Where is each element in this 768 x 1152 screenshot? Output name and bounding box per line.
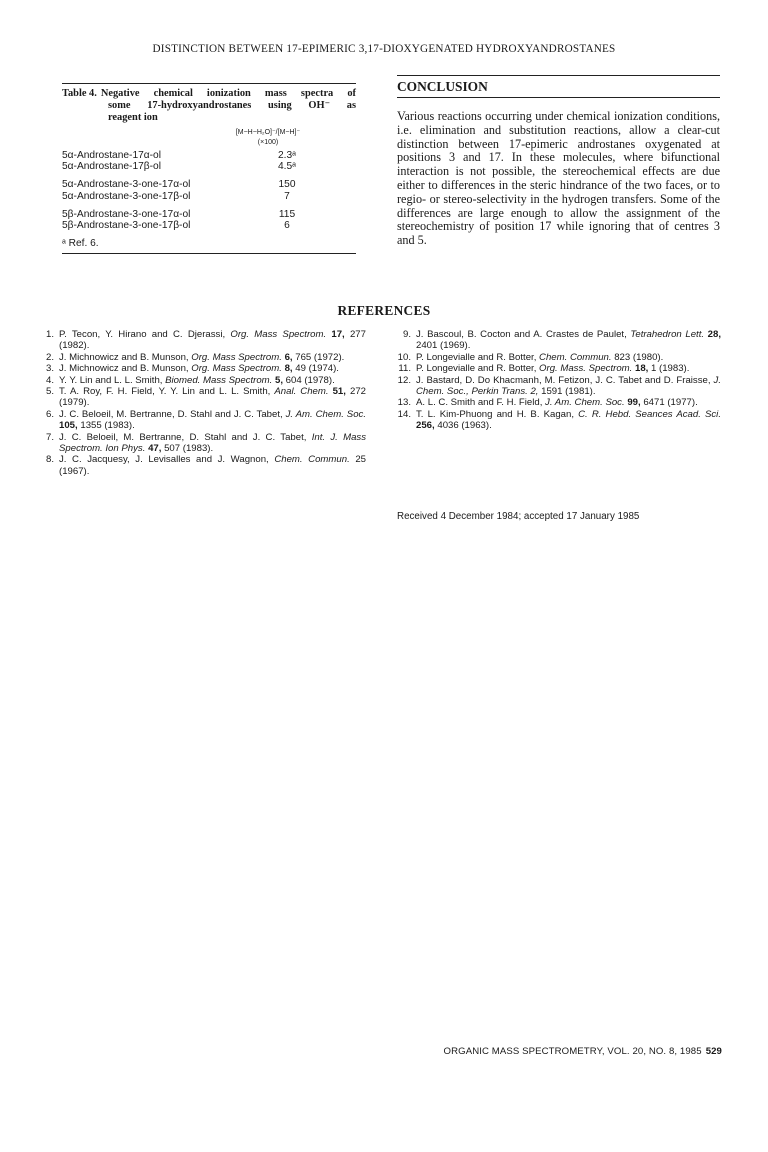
reference-journal: C. R. Hebd. Seances Acad. Sci.	[578, 408, 721, 420]
page-number: 529	[705, 1046, 722, 1057]
reference-pages-year: 272 (1979).	[59, 386, 366, 409]
reference-text	[416, 329, 721, 352]
reference-item	[40, 409, 366, 432]
reference-volume: 28,	[707, 329, 722, 340]
reference-volume: 8,	[284, 363, 293, 375]
reference-item	[397, 329, 721, 352]
table-caption-line-2: some 17-hydroxyandrostanes using OH⁻ as	[108, 100, 356, 111]
reference-volume: 99,	[627, 397, 641, 409]
table-row	[62, 150, 356, 161]
reference-pages-year: 49 (1974).	[292, 363, 339, 375]
table-row	[62, 209, 356, 220]
reference-item	[40, 363, 366, 374]
reference-item	[40, 352, 366, 363]
reference-pages-year: 277 (1982).	[59, 329, 366, 352]
table-group-1	[62, 150, 356, 172]
reference-number: 12.	[397, 374, 411, 386]
reference-authors: J. C. Beloeil, M. Bertranne, D. Stahl and J. C. Tabet,	[59, 431, 312, 443]
reference-journal: Org. Mass Spectrom.	[230, 329, 327, 340]
compound-name: 5β-Androstane-3-one-17β-ol	[62, 220, 191, 232]
reference-item	[397, 409, 721, 432]
table-caption-line-1: Negative chemical ionization mass spectra of	[100, 88, 356, 99]
compound-name: 5α-Androstane-17α-ol	[62, 150, 161, 161]
reference-authors: J. Bascoul, B. Cocton and A. Crastes de Paulet,	[416, 329, 631, 340]
reference-text	[59, 454, 366, 477]
reference-text	[59, 386, 366, 409]
page-footer	[444, 1046, 722, 1057]
reference-item	[40, 375, 366, 386]
reference-authors: Y. Y. Lin and L. L. Smith,	[59, 374, 166, 386]
reference-text	[416, 375, 721, 398]
ratio-value: 6	[284, 220, 290, 232]
reference-journal: J. Chem. Soc., Perkin Trans. 2,	[416, 374, 721, 398]
reference-volume: 256,	[416, 420, 435, 432]
references-right-column	[397, 329, 721, 432]
reference-number: 2.	[45, 351, 54, 363]
reference-number: 5.	[45, 386, 54, 398]
table-footnote: ᵃ Ref. 6.	[62, 238, 99, 250]
table-group-3	[62, 209, 356, 231]
reference-authors: P. Longevialle and R. Botter,	[416, 363, 540, 375]
reference-item	[40, 454, 366, 477]
reference-pages-year: 1591 (1981).	[538, 386, 596, 398]
table-caption-line-3: reagent ion	[108, 112, 158, 123]
conclusion-body: Various reactions occurring under chemical ionization conditions, i.e. elimination and substitution reactions, allow a clear-cut distinction between 17-epimeric androstanes oxygenated at positions 3 and 17. In these molecules, where bifunctional interaction is not possible, the stereochemical effects are due either to differences in the steric hindrance of the two faces, or to regio- or stereo-selectivity in the hydrogen transfers. Some of the differences are large enough to allow the assignment of the stereochemistry of position 17 while ignoring that of centres 3 and 5.	[397, 109, 720, 248]
reference-pages-year: 604 (1978).	[283, 374, 335, 386]
reference-journal: Biomed. Mass Spectrom.	[165, 374, 273, 386]
reference-number: 10.	[397, 351, 411, 363]
table-group-2	[62, 179, 356, 201]
column-header-unit: (×100)	[257, 139, 279, 146]
table-caption	[62, 88, 356, 124]
reference-journal: J. Am. Chem. Soc.	[545, 397, 625, 409]
reference-volume: 5,	[274, 374, 283, 386]
compound-name: 5α-Androstane-3-one-17β-ol	[62, 190, 191, 202]
table-4	[62, 83, 356, 254]
column-header-ratio: [M−H−H₂O]⁻/[M−H]⁻	[235, 129, 301, 136]
conclusion-title-rule	[397, 97, 720, 98]
reference-text	[416, 352, 721, 363]
reference-text	[416, 397, 721, 408]
table-column-header	[208, 128, 328, 148]
references-left-column	[40, 329, 366, 477]
table-label: Table 4.	[62, 88, 97, 99]
reference-pages-year: 1 (1983).	[648, 363, 690, 375]
ratio-value: 7	[284, 190, 290, 202]
reference-item	[397, 375, 721, 398]
reference-item	[397, 363, 721, 374]
reference-item	[40, 329, 366, 352]
reference-number: 11.	[398, 363, 411, 375]
reference-authors: P. Longevialle and R. Botter,	[416, 351, 540, 363]
reference-item	[40, 432, 366, 455]
table-bottom-rule	[62, 253, 356, 254]
reference-authors: J. Bastard, D. Do Khacmanh, M. Fetizon, J. C. Tabet and D. Fraisse,	[416, 374, 714, 386]
reference-text	[59, 375, 366, 386]
reference-volume: 47,	[148, 443, 162, 455]
table-row	[62, 220, 356, 231]
reference-number: 7.	[45, 431, 54, 443]
reference-pages-year: 507 (1983).	[161, 443, 214, 455]
reference-text	[416, 409, 721, 432]
reference-text	[59, 363, 366, 374]
journal-citation: ORGANIC MASS SPECTROMETRY, VOL. 20, NO. 8, 1985	[443, 1046, 702, 1057]
ratio-value: 115	[278, 208, 296, 220]
table-row	[62, 179, 356, 190]
reference-journal: Org. Mass. Spectrom.	[539, 363, 633, 375]
reference-authors: A. L. C. Smith and F. H. Field,	[416, 397, 546, 409]
reference-volume: 105,	[59, 420, 78, 432]
table-top-rule	[62, 83, 356, 84]
reference-pages-year: 25 (1967).	[59, 454, 367, 477]
reference-authors: P. Tecon, Y. Hirano and C. Djerassi,	[59, 329, 231, 340]
reference-pages-year: 4036 (1963).	[434, 420, 492, 432]
reference-text	[59, 352, 366, 363]
reference-number: 1.	[45, 329, 54, 340]
reference-number: 14.	[397, 408, 411, 420]
ratio-value: 2.3ᵃ	[278, 150, 296, 161]
reference-volume: 18,	[635, 363, 649, 375]
table-row	[62, 191, 356, 202]
conclusion-title: CONCLUSION	[397, 79, 488, 94]
running-head: DISTINCTION BETWEEN 17-EPIMERIC 3,17-DIOXYGENATED HYDROXYANDROSTANES	[152, 43, 616, 55]
ratio-value: 4.5ᵃ	[278, 161, 296, 173]
reference-journal: Anal. Chem.	[274, 386, 329, 398]
reference-number: 13.	[397, 397, 411, 409]
reference-journal: Org. Mass Spectrom.	[191, 351, 282, 363]
reference-text	[416, 363, 721, 374]
reference-number: 6.	[45, 408, 54, 420]
reference-volume: 6,	[284, 351, 293, 363]
reference-authors: T. L. Kim-Phuong and H. B. Kagan,	[416, 408, 579, 420]
reference-number: 9.	[402, 329, 411, 340]
received-dates: Received 4 December 1984; accepted 17 January 1985	[397, 511, 640, 522]
compound-name: 5α-Androstane-17β-ol	[62, 161, 161, 173]
reference-item	[40, 386, 366, 409]
reference-volume: 17,	[331, 329, 345, 340]
reference-journal: Chem. Commun.	[274, 454, 350, 466]
reference-number: 3.	[45, 363, 54, 375]
reference-pages-year: 2401 (1969).	[416, 340, 471, 352]
reference-journal: Tetrahedron Lett.	[630, 329, 705, 340]
compound-name: 5α-Androstane-3-one-17α-ol	[62, 179, 191, 191]
reference-authors: J. C. Beloeil, M. Bertranne, D. Stahl and J. C. Tabet,	[59, 408, 286, 420]
reference-journal: Chem. Commun.	[539, 351, 612, 363]
conclusion-top-rule	[397, 75, 720, 76]
reference-number: 8.	[45, 454, 54, 466]
reference-journal: Org. Mass Spectrom.	[191, 363, 282, 375]
reference-authors: T. A. Roy, F. H. Field, Y. Y. Lin and L. L. Smith,	[59, 386, 275, 398]
reference-authors: J. C. Jacquesy, J. Levisalles and J. Wagnon,	[59, 454, 275, 466]
reference-journal: J. Am. Chem. Soc.	[285, 408, 366, 420]
references-title: REFERENCES	[337, 303, 431, 318]
ratio-value: 150	[278, 179, 296, 191]
reference-text	[59, 329, 366, 352]
reference-item	[397, 397, 721, 408]
reference-pages-year: 1355 (1983).	[77, 420, 135, 432]
conclusion-section	[397, 75, 720, 248]
reference-pages-year: 6471 (1977).	[640, 397, 698, 409]
compound-name: 5β-Androstane-3-one-17α-ol	[62, 208, 191, 220]
table-row	[62, 161, 356, 172]
reference-journal: Int. J. Mass Spectrom. Ion Phys.	[59, 431, 367, 455]
reference-pages-year: 823 (1980).	[611, 351, 664, 363]
reference-authors: J. Michnowicz and B. Munson,	[59, 351, 192, 363]
reference-item	[397, 352, 721, 363]
reference-number: 4.	[45, 374, 54, 386]
reference-authors: J. Michnowicz and B. Munson,	[59, 363, 192, 375]
reference-pages-year: 765 (1972).	[292, 351, 345, 363]
reference-text	[59, 432, 366, 455]
reference-text	[59, 409, 366, 432]
reference-volume: 51,	[332, 386, 346, 398]
